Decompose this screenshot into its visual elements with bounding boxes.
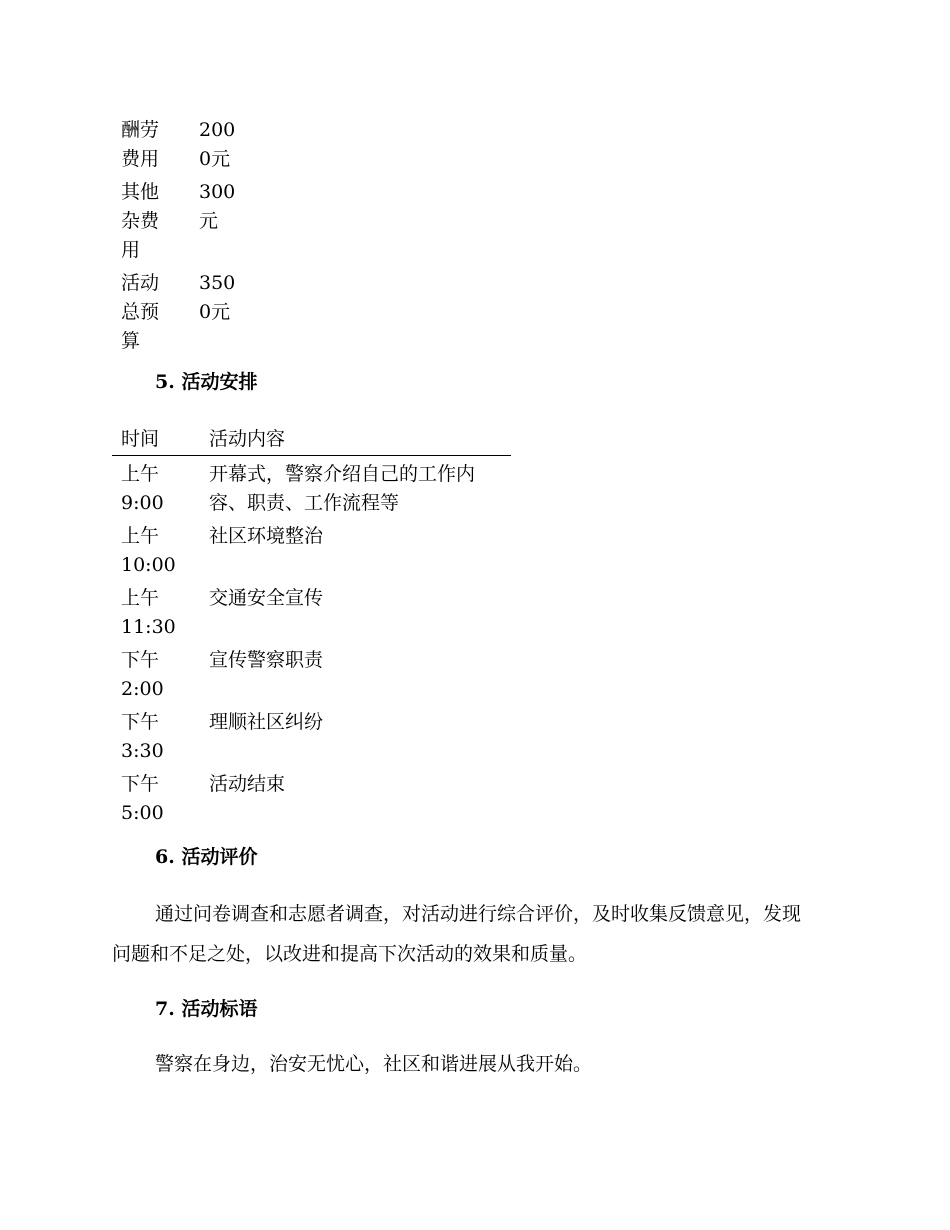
schedule-clock: 5:00 xyxy=(121,802,164,824)
schedule-time xyxy=(112,704,209,766)
schedule-content: 社区环境整治 xyxy=(209,525,324,547)
table-row xyxy=(112,116,245,174)
schedule-content: 宣传警察职责 xyxy=(209,649,324,671)
table-row xyxy=(112,642,511,704)
table-row xyxy=(112,704,511,766)
budget-table xyxy=(112,116,245,356)
schedule-table xyxy=(112,424,511,828)
slogan-paragraph: 警察在身边，治安无忧心，社区和谐进展从我开始。 xyxy=(155,1053,593,1075)
budget-item: 酬劳费用 xyxy=(121,119,160,170)
schedule-clock: 10:00 xyxy=(121,554,176,576)
budget-item: 其他杂费用 xyxy=(121,181,160,261)
budget-amount: 300元 xyxy=(199,181,236,232)
schedule-period: 下午 xyxy=(121,711,160,733)
budget-amount: 3500元 xyxy=(199,272,236,323)
schedule-content: 理顺社区纠纷 xyxy=(209,711,324,733)
schedule-time xyxy=(112,456,209,519)
schedule-content: 交通安全宣传 xyxy=(209,587,324,609)
schedule-period: 下午 xyxy=(121,649,160,671)
evaluation-paragraph: 通过问卷调查和志愿者调查，对活动进行综合评价，及时收集反馈意见，发现问题和不足之处，以改进和提高下次活动的效果和质量。 xyxy=(112,903,802,965)
schedule-period: 下午 xyxy=(121,773,160,795)
table-row xyxy=(112,174,245,265)
table-row xyxy=(112,518,511,580)
schedule-time xyxy=(112,518,209,580)
budget-amount: 2000元 xyxy=(199,119,236,170)
schedule-time xyxy=(112,642,209,704)
section-heading-evaluation: 6. 活动评价 xyxy=(155,846,258,868)
schedule-period: 上午 xyxy=(121,525,160,547)
schedule-time xyxy=(112,580,209,642)
table-row xyxy=(112,265,245,356)
schedule-clock: 3:30 xyxy=(121,740,164,762)
schedule-time xyxy=(112,766,209,828)
schedule-clock: 11:30 xyxy=(121,616,176,638)
section-heading-schedule: 5. 活动安排 xyxy=(155,371,258,393)
table-row xyxy=(112,580,511,642)
column-header-time: 时间 xyxy=(112,424,209,456)
table-header-row xyxy=(112,424,511,456)
table-row xyxy=(112,456,511,519)
budget-item: 活动总预算 xyxy=(121,272,160,352)
schedule-clock: 2:00 xyxy=(121,678,164,700)
schedule-period: 上午 xyxy=(121,463,160,485)
table-row xyxy=(112,766,511,828)
column-header-content: 活动内容 xyxy=(209,424,511,456)
schedule-content: 活动结束 xyxy=(209,773,286,795)
schedule-content: 开幕式，警察介绍自己的工作内容、职责、工作流程等 xyxy=(209,463,476,514)
schedule-period: 上午 xyxy=(121,587,160,609)
section-heading-slogan: 7. 活动标语 xyxy=(155,998,258,1020)
schedule-clock: 9:00 xyxy=(121,492,164,514)
